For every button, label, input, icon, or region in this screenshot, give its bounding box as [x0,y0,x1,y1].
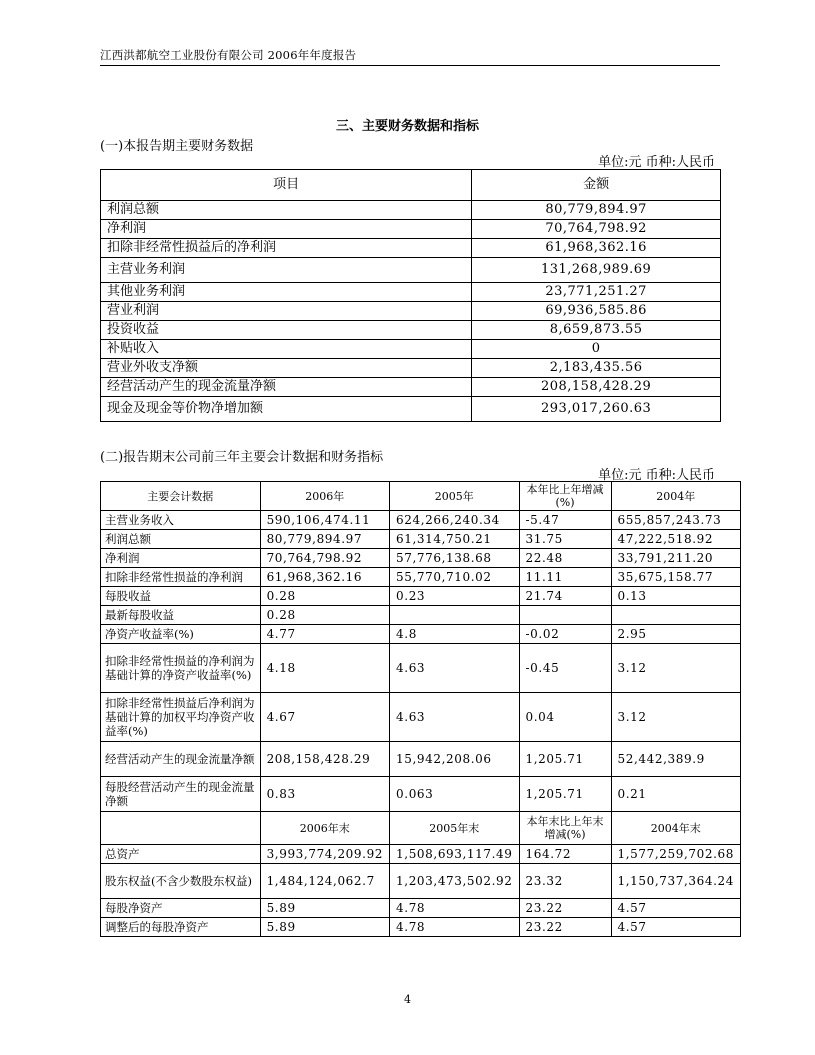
table-row [101,359,721,378]
cell-2004-end: 1,150,737,364.24 [611,864,741,899]
three-year-indicators-table [100,481,741,937]
cell-change: 21.74 [519,587,611,606]
cell-change: -0.45 [519,644,611,693]
row-value: 70,764,798.92 [472,220,721,239]
row-value: 131,268,989.69 [472,258,721,283]
row-label: 营业外收支净额 [101,359,472,378]
section-title: 三、主要财务数据和指标 [335,119,479,134]
cell-2006: 80,779,894.97 [260,530,389,549]
table-header-row [101,170,721,201]
row-value: 61,968,362.16 [472,239,721,258]
row-label: 最新每股收益 [101,606,261,625]
cell-change: 0.04 [519,693,611,742]
cell-2005-end: 4.78 [390,899,519,918]
table-row [101,511,741,530]
cell-change: 164.72 [519,845,611,864]
row-label: 投资收益 [101,321,472,340]
cell-2005: 4.63 [390,644,519,693]
row-label: 经营活动产生的现金流量净额 [101,378,472,397]
cell-2005-end: 1,508,693,117.49 [390,845,519,864]
main-financial-data-table [100,169,721,422]
table-row [101,283,721,302]
column-header [101,812,261,845]
cell-2005: 624,266,240.34 [390,511,519,530]
part1-unit: 单位:元 币种:人民币 [598,155,715,170]
cell-change: 23.22 [519,918,611,937]
cell-2005: 15,942,208.06 [390,742,519,777]
table-row [101,625,741,644]
row-label: 净资产收益率(%) [101,625,261,644]
cell-2005: 61,314,750.21 [390,530,519,549]
page-number: 4 [404,993,411,1006]
table-row [101,340,721,359]
part2-unit: 单位:元 币种:人民币 [598,468,715,483]
row-label: 扣除非经常性损益后的净利润 [101,239,472,258]
cell-2006: 4.77 [260,625,389,644]
cell-2004: 35,675,158.77 [611,568,741,587]
cell-2006: 0.83 [260,777,389,812]
row-label: 调整后的每股净资产 [101,918,261,937]
row-value: 208,158,428.29 [472,378,721,397]
cell-2004: 47,222,518.92 [611,530,741,549]
column-header: 本年比上年增减(%) [519,482,611,511]
cell-2006-end: 5.89 [260,899,389,918]
table-row [101,321,721,340]
table-row [101,587,741,606]
column-header: 2005年 [390,482,519,511]
column-header: 2004年末 [611,812,741,845]
cell-change: -5.47 [519,511,611,530]
cell-2006: 4.18 [260,644,389,693]
cell-change: 11.11 [519,568,611,587]
table-row [101,742,741,777]
cell-change: 22.48 [519,549,611,568]
cell-2006: 590,106,474.11 [260,511,389,530]
cell-2006-end: 5.89 [260,918,389,937]
row-label: 股东权益(不含少数股东权益) [101,864,261,899]
cell-change: 23.32 [519,864,611,899]
table-row [101,644,741,693]
column-header-amount: 金额 [472,170,721,201]
table-row [101,864,741,899]
table-row [101,549,741,568]
cell-2005: 55,770,710.02 [390,568,519,587]
cell-2006-end: 3,993,774,209.92 [260,845,389,864]
table-row [101,302,721,321]
column-header: 2006年 [260,482,389,511]
row-value: 80,779,894.97 [472,201,721,220]
column-header: 主要会计数据 [101,482,261,511]
row-label: 营业利润 [101,302,472,321]
cell-2005: 57,776,138.68 [390,549,519,568]
table-row [101,777,741,812]
table-row [101,606,741,625]
part2-title: (二)报告期末公司前三年主要会计数据和财务指标 [100,450,384,465]
cell-2004: 52,442,389.9 [611,742,741,777]
header-divider [100,65,720,66]
row-label: 经营活动产生的现金流量净额 [101,742,261,777]
cell-2004: 3.12 [611,644,741,693]
cell-2005: 0.23 [390,587,519,606]
cell-change: 1,205.71 [519,742,611,777]
cell-change [519,606,611,625]
table-row [101,530,741,549]
row-label: 扣除非经常性损益的净利润为基础计算的净资产收益率(%) [101,644,261,693]
column-header: 2006年末 [260,812,389,845]
table-row [101,568,741,587]
table-row [101,397,721,422]
cell-2006: 0.28 [260,587,389,606]
cell-2006: 4.67 [260,693,389,742]
row-label: 净利润 [101,220,472,239]
row-label: 扣除非经常性损益的净利润 [101,568,261,587]
row-label: 现金及现金等价物净增加额 [101,397,472,422]
cell-2005 [390,606,519,625]
cell-2004: 3.12 [611,693,741,742]
column-header: 2004年 [611,482,741,511]
row-label: 利润总额 [101,530,261,549]
cell-2006: 61,968,362.16 [260,568,389,587]
cell-change: -0.02 [519,625,611,644]
row-label: 总资产 [101,845,261,864]
cell-2005-end: 4.78 [390,918,519,937]
cell-2006: 208,158,428.29 [260,742,389,777]
table-row [101,899,741,918]
table-row [101,693,741,742]
row-label: 每股收益 [101,587,261,606]
row-label: 净利润 [101,549,261,568]
page-header: 江西洪都航空工业股份有限公司 2006年年度报告 [100,48,357,62]
cell-2004-end: 4.57 [611,918,741,937]
row-label: 主营业务收入 [101,511,261,530]
table-row [101,220,721,239]
cell-2004: 33,791,211.20 [611,549,741,568]
cell-2005: 0.063 [390,777,519,812]
row-label: 每股经营活动产生的现金流量净额 [101,777,261,812]
row-value: 293,017,260.63 [472,397,721,422]
table-row [101,201,721,220]
row-value: 23,771,251.27 [472,283,721,302]
table-row [101,378,721,397]
cell-2004-end: 1,577,259,702.68 [611,845,741,864]
row-value: 2,183,435.56 [472,359,721,378]
column-header: 2005年末 [390,812,519,845]
row-label: 每股净资产 [101,899,261,918]
table-header-row [101,812,741,845]
cell-2004: 2.95 [611,625,741,644]
row-label: 主营业务利润 [101,258,472,283]
table-header-row [101,482,741,511]
cell-2005-end: 1,203,473,502.92 [390,864,519,899]
table-row [101,258,721,283]
cell-2004: 655,857,243.73 [611,511,741,530]
column-header-item: 项目 [101,170,472,201]
cell-2004: 0.13 [611,587,741,606]
table-row [101,845,741,864]
cell-2004 [611,606,741,625]
part1-title: (一)本报告期主要财务数据 [100,139,254,154]
cell-2006: 0.28 [260,606,389,625]
row-label: 扣除非经常性损益后净利润为基础计算的加权平均净资产收益率(%) [101,693,261,742]
cell-2005: 4.8 [390,625,519,644]
row-label: 补贴收入 [101,340,472,359]
cell-change: 31.75 [519,530,611,549]
row-value: 69,936,585.86 [472,302,721,321]
row-value: 8,659,873.55 [472,321,721,340]
column-header: 本年末比上年末增减(%) [519,812,611,845]
cell-change: 1,205.71 [519,777,611,812]
cell-change: 23.22 [519,899,611,918]
cell-2005: 4.63 [390,693,519,742]
table-row [101,918,741,937]
cell-2006-end: 1,484,124,062.7 [260,864,389,899]
cell-2004-end: 4.57 [611,899,741,918]
row-value: 0 [472,340,721,359]
row-label: 利润总额 [101,201,472,220]
table-row [101,239,721,258]
cell-2004: 0.21 [611,777,741,812]
cell-2006: 70,764,798.92 [260,549,389,568]
row-label: 其他业务利润 [101,283,472,302]
